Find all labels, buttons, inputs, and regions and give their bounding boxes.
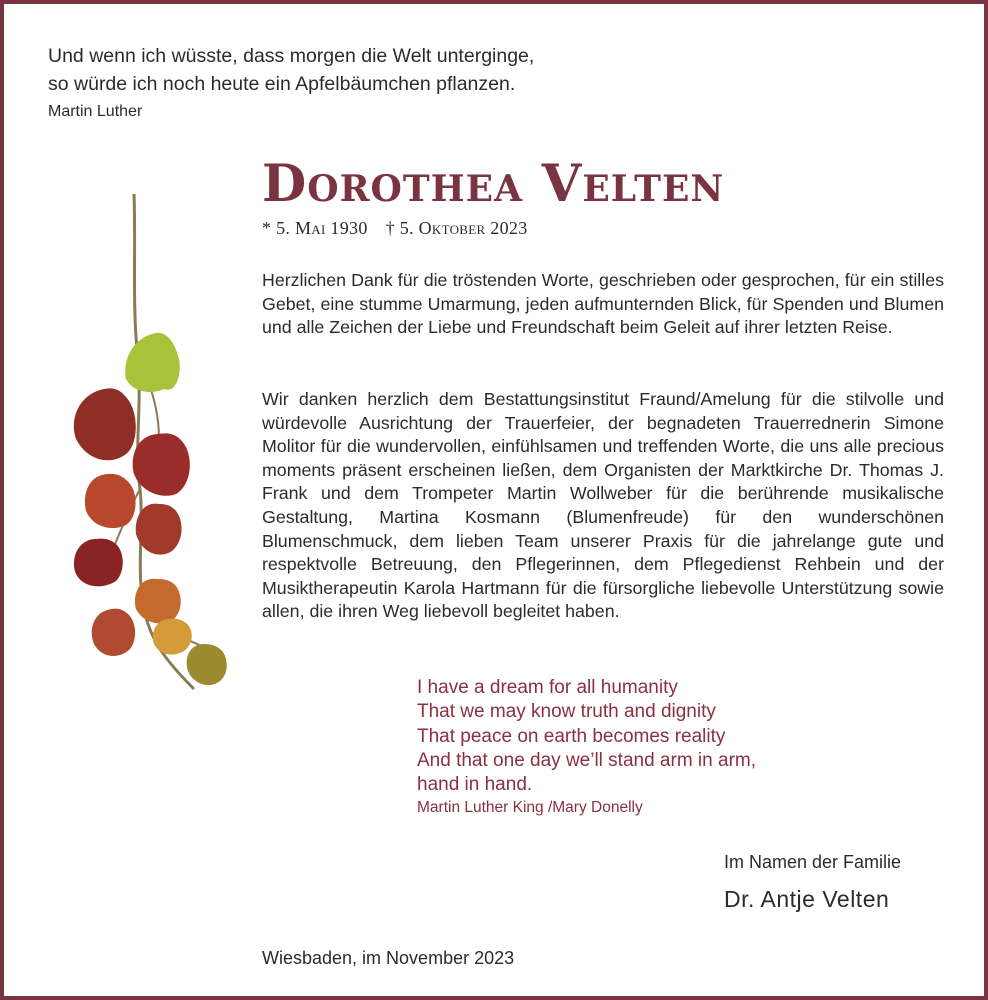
- leaf-icon: [74, 539, 123, 587]
- leaf-icon: [125, 333, 180, 392]
- poem-line: And that one day we’ll stand arm in arm,: [417, 749, 757, 771]
- leaf-icon: [133, 433, 190, 495]
- family-label: Im Namen der Familie: [724, 852, 902, 872]
- autumn-vine-illustration: [64, 189, 234, 709]
- leaf-icon: [74, 388, 136, 460]
- leaf-icon: [136, 504, 182, 555]
- poem-line: That peace on earth becomes reality: [417, 725, 726, 747]
- motto-line: so würde ich noch heute ein Apfelbäumchen pflanzen.: [48, 73, 516, 95]
- leaf-icon: [187, 644, 227, 685]
- poem: [417, 676, 756, 797]
- leaf-icon: [92, 609, 135, 656]
- deceased-name: Dorothea Velten: [262, 154, 725, 214]
- poem-line: hand in hand.: [417, 774, 533, 796]
- death-date: † 5. Oktober 2023: [385, 218, 528, 238]
- birth-date: * 5. Mai 1930: [262, 218, 368, 238]
- thanks-paragraph: Herzlichen Dank für die tröstenden Worte, geschrieben oder gesprochen, für ein stilles Gebet, eine stumme Umarmung, jeden aufmunternden Blick, für Spenden und Blumen und alle Zeichen der Liebe und Freundschaft beim Geleit auf ihrer letzten Reise.: [262, 270, 944, 338]
- signatory-name: Dr. Antje Velten: [724, 886, 890, 912]
- leaf-icon: [135, 579, 181, 623]
- acknowledgements-paragraph: Wir danken herzlich dem Bestattungsinstitut Fraund/Amelung für die stilvolle und würdevolle Ausrichtung der Trauerfeier, der begnadeten Trauerrednerin Simone Molitor für die wundervollen, einfühlsamen und treffenden Worte, die uns alle precious moments präsent erscheinen ließen, dem Organisten der Marktkirche Dr. Thomas J. Frank und dem Trompeter Martin Wollweber für die berührende musikalische Gestaltung, Martina Kosmann (Blumenfreude) für den wunderschönen Blumenschmuck, dem lieben Team unserer Praxis für die jahrelange gute und respektvolle Betreuung, den Pflegerinnen, dem Pflegedienst Rehbein und der Musiktherapeutin Karola Hartmann für die fürsorgliche liebevolle Unterstützung sowie allen, die ihren Weg liebevoll begleitet haben.: [262, 389, 944, 622]
- life-dates: [262, 218, 528, 239]
- leaf-icon: [153, 619, 192, 655]
- place-date: Wiesbaden, im November 2023: [262, 948, 515, 968]
- poem-author: Martin Luther King /Mary Donelly: [417, 799, 643, 816]
- poem-line: I have a dream for all humanity: [417, 677, 678, 698]
- motto-line: Und wenn ich wüsste, dass morgen die Welt unterginge,: [48, 45, 535, 67]
- poem-line: That we may know truth and dignity: [417, 701, 716, 723]
- motto-author: Martin Luther: [48, 103, 143, 120]
- leaf-icon: [85, 474, 136, 528]
- motto-quote: [48, 42, 534, 98]
